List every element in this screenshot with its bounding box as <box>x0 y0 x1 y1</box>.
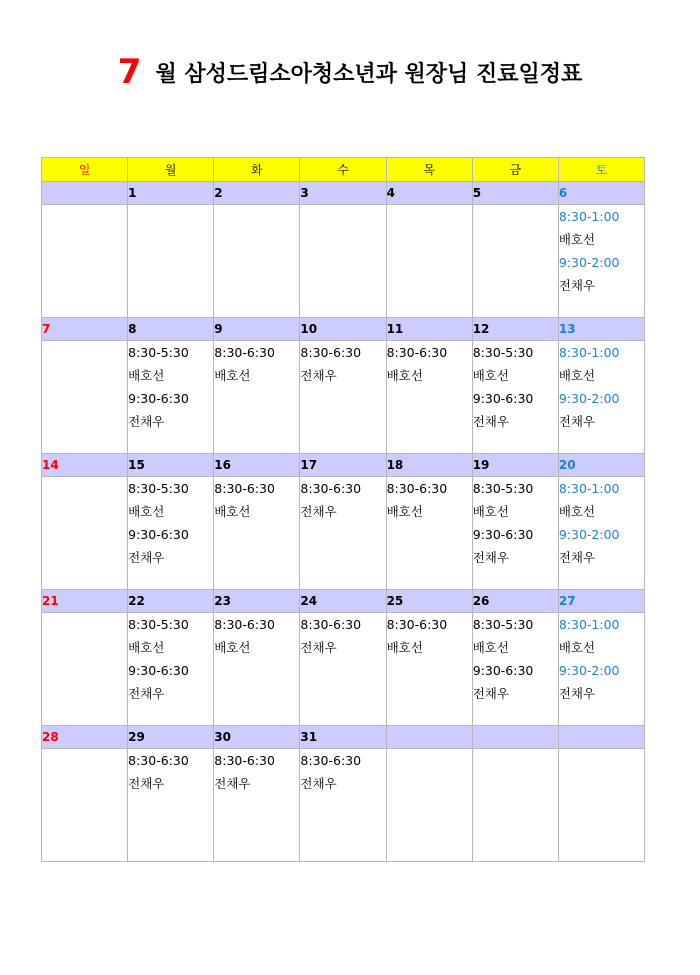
doctor-name: 배호선 <box>214 368 251 383</box>
date-row <box>42 182 645 205</box>
schedule-cell-sun <box>42 205 128 318</box>
shift-hours: 8:30-6:30 <box>214 617 275 632</box>
date-cell-wed: 17 <box>300 454 386 477</box>
date-cell-tue: 30 <box>214 726 300 749</box>
date-cell-sat: 20 <box>558 454 644 477</box>
schedule-cell-mon <box>128 477 214 590</box>
doctor-name: 전채우 <box>128 776 165 791</box>
doctor-name: 배호선 <box>214 504 251 519</box>
date-cell-mon: 1 <box>128 182 214 205</box>
shift-hours: 9:30-2:00 <box>558 391 620 406</box>
date-cell-thu: 25 <box>386 590 472 613</box>
shift-hours: 9:30-6:30 <box>128 527 189 542</box>
date-cell-tue: 2 <box>214 182 300 205</box>
shift-hours: 8:30-6:30 <box>386 617 448 632</box>
date-row <box>42 454 645 477</box>
date-cell-wed: 24 <box>300 590 386 613</box>
schedule-row <box>42 205 645 318</box>
doctor-name: 전채우 <box>300 776 337 791</box>
doctor-name: 배호선 <box>386 504 423 519</box>
doctor-name: 전채우 <box>472 550 509 565</box>
shift-hours: 8:30-6:30 <box>214 481 275 496</box>
schedule-cell-mon <box>128 205 214 318</box>
doctor-name: 전채우 <box>558 550 596 565</box>
doctor-name: 배호선 <box>558 640 596 655</box>
doctor-name: 배호선 <box>472 504 509 519</box>
shift-hours: 8:30-6:30 <box>386 345 448 360</box>
schedule-calendar <box>41 157 645 862</box>
schedule-cell-tue <box>214 613 300 726</box>
shift-hours: 9:30-6:30 <box>128 663 189 678</box>
date-cell-tue: 23 <box>214 590 300 613</box>
shift-hours: 8:30-6:30 <box>300 753 362 768</box>
shift-hours: 9:30-2:00 <box>558 255 620 270</box>
date-cell-thu <box>386 726 472 749</box>
shift-hours: 8:30-5:30 <box>128 345 189 360</box>
doctor-name: 전채우 <box>128 414 165 429</box>
date-cell-thu: 18 <box>386 454 472 477</box>
schedule-row <box>42 613 645 726</box>
shift-hours: 9:30-6:30 <box>472 527 534 542</box>
doctor-name: 전채우 <box>300 368 337 383</box>
schedule-cell-wed <box>300 477 386 590</box>
date-row <box>42 590 645 613</box>
shift-hours: 9:30-6:30 <box>472 391 534 406</box>
schedule-row <box>42 341 645 454</box>
date-cell-thu: 4 <box>386 182 472 205</box>
title-month: 7 <box>117 52 142 92</box>
schedule-cell-sat <box>558 341 644 454</box>
doctor-name: 전채우 <box>558 686 596 701</box>
shift-hours: 8:30-1:00 <box>558 617 620 632</box>
schedule-cell-wed <box>300 613 386 726</box>
page-title <box>0 52 700 92</box>
doctor-name: 배호선 <box>472 640 509 655</box>
shift-hours: 9:30-2:00 <box>558 663 620 678</box>
shift-hours: 8:30-6:30 <box>214 753 275 768</box>
weekday-header-fri: 금 <box>472 158 558 182</box>
date-cell-tue: 9 <box>214 318 300 341</box>
shift-hours: 8:30-1:00 <box>558 345 620 360</box>
schedule-cell-fri <box>472 341 558 454</box>
date-cell-fri: 5 <box>472 182 558 205</box>
date-cell-sat <box>558 726 644 749</box>
shift-hours: 8:30-5:30 <box>128 617 189 632</box>
date-row <box>42 318 645 341</box>
doctor-name: 배호선 <box>128 368 165 383</box>
date-cell-wed: 31 <box>300 726 386 749</box>
date-cell-thu: 11 <box>386 318 472 341</box>
schedule-cell-mon <box>128 341 214 454</box>
date-cell-sun: 21 <box>42 590 128 613</box>
doctor-name: 전채우 <box>558 414 596 429</box>
date-cell-sat: 27 <box>558 590 644 613</box>
schedule-row <box>42 749 645 862</box>
doctor-name: 배호선 <box>558 232 596 247</box>
doctor-name: 전채우 <box>300 640 337 655</box>
date-cell-mon: 29 <box>128 726 214 749</box>
doctor-name: 전채우 <box>300 504 337 519</box>
date-cell-mon: 15 <box>128 454 214 477</box>
doctor-name: 전채우 <box>128 686 165 701</box>
date-cell-mon: 22 <box>128 590 214 613</box>
weekday-header-tue: 화 <box>214 158 300 182</box>
schedule-cell-tue <box>214 749 300 862</box>
schedule-cell-fri <box>472 613 558 726</box>
doctor-name: 배호선 <box>386 640 423 655</box>
schedule-cell-wed <box>300 341 386 454</box>
doctor-name: 전채우 <box>558 278 596 293</box>
shift-hours: 8:30-6:30 <box>386 481 448 496</box>
shift-hours: 8:30-6:30 <box>300 617 362 632</box>
weekday-header-sun: 일 <box>42 158 128 182</box>
date-cell-sun: 28 <box>42 726 128 749</box>
schedule-cell-sun <box>42 613 128 726</box>
date-cell-sat: 13 <box>558 318 644 341</box>
date-cell-fri <box>472 726 558 749</box>
schedule-cell-sat <box>558 477 644 590</box>
weekday-header-mon: 월 <box>128 158 214 182</box>
doctor-name: 전채우 <box>214 776 251 791</box>
schedule-cell-sat <box>558 749 644 862</box>
date-row <box>42 726 645 749</box>
weekday-header-thu: 목 <box>386 158 472 182</box>
title-text: 월 삼성드림소아청소년과 원장님 진료일정표 <box>155 62 583 87</box>
doctor-name: 배호선 <box>558 368 596 383</box>
doctor-name: 배호선 <box>472 368 509 383</box>
shift-hours: 8:30-1:00 <box>558 481 620 496</box>
doctor-name: 전채우 <box>128 550 165 565</box>
schedule-cell-wed <box>300 749 386 862</box>
date-cell-sun <box>42 182 128 205</box>
date-cell-fri: 12 <box>472 318 558 341</box>
shift-hours: 8:30-1:00 <box>558 209 620 224</box>
weekday-header-row <box>42 158 645 182</box>
doctor-name: 전채우 <box>472 414 509 429</box>
shift-hours: 8:30-5:30 <box>472 617 534 632</box>
schedule-cell-fri <box>472 205 558 318</box>
schedule-cell-mon <box>128 613 214 726</box>
schedule-cell-sun <box>42 477 128 590</box>
doctor-name: 배호선 <box>558 504 596 519</box>
schedule-row <box>42 477 645 590</box>
shift-hours: 8:30-6:30 <box>128 753 189 768</box>
shift-hours: 8:30-5:30 <box>472 345 534 360</box>
doctor-name: 배호선 <box>214 640 251 655</box>
date-cell-fri: 26 <box>472 590 558 613</box>
date-cell-mon: 8 <box>128 318 214 341</box>
schedule-cell-sun <box>42 749 128 862</box>
schedule-cell-thu <box>386 205 472 318</box>
schedule-cell-thu <box>386 749 472 862</box>
schedule-cell-tue <box>214 341 300 454</box>
schedule-cell-thu <box>386 477 472 590</box>
doctor-name: 배호선 <box>128 504 165 519</box>
schedule-cell-tue <box>214 477 300 590</box>
schedule-cell-mon <box>128 749 214 862</box>
shift-hours: 9:30-6:30 <box>472 663 534 678</box>
shift-hours: 9:30-6:30 <box>128 391 189 406</box>
date-cell-tue: 16 <box>214 454 300 477</box>
schedule-cell-tue <box>214 205 300 318</box>
shift-hours: 8:30-5:30 <box>128 481 189 496</box>
schedule-cell-fri <box>472 749 558 862</box>
schedule-cell-sat <box>558 205 644 318</box>
schedule-cell-thu <box>386 341 472 454</box>
shift-hours: 8:30-5:30 <box>472 481 534 496</box>
doctor-name: 전채우 <box>472 686 509 701</box>
doctor-name: 배호선 <box>128 640 165 655</box>
schedule-cell-fri <box>472 477 558 590</box>
schedule-cell-sat <box>558 613 644 726</box>
shift-hours: 8:30-6:30 <box>214 345 275 360</box>
doctor-name: 배호선 <box>386 368 423 383</box>
weekday-header-wed: 수 <box>300 158 386 182</box>
shift-hours: 8:30-6:30 <box>300 345 362 360</box>
date-cell-fri: 19 <box>472 454 558 477</box>
calendar-body <box>42 182 645 862</box>
schedule-cell-wed <box>300 205 386 318</box>
shift-hours: 8:30-6:30 <box>300 481 362 496</box>
shift-hours: 9:30-2:00 <box>558 527 620 542</box>
schedule-cell-thu <box>386 613 472 726</box>
date-cell-sat: 6 <box>558 182 644 205</box>
date-cell-wed: 10 <box>300 318 386 341</box>
date-cell-wed: 3 <box>300 182 386 205</box>
date-cell-sun: 7 <box>42 318 128 341</box>
weekday-header-sat: 토 <box>558 158 644 182</box>
schedule-cell-sun <box>42 341 128 454</box>
date-cell-sun: 14 <box>42 454 128 477</box>
